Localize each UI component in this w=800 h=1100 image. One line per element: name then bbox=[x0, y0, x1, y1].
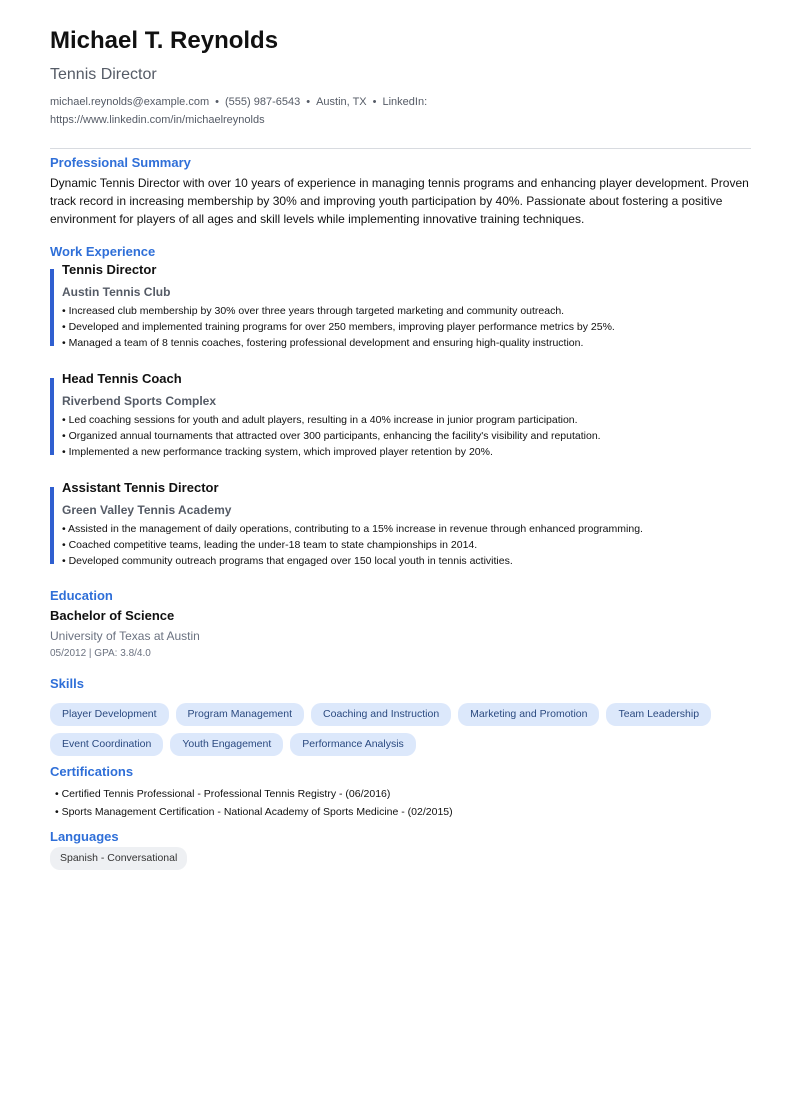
job-bullets bbox=[62, 412, 760, 460]
job-entry bbox=[50, 262, 760, 351]
job-bullet: • Assisted in the management of daily operations, contributing to a 15% increase in revenue through enhanced programming. bbox=[62, 523, 643, 535]
contact-line bbox=[50, 93, 430, 129]
job-bullet: • Developed community outreach programs that engaged over 150 local youth in tennis activities. bbox=[62, 555, 513, 567]
header-divider bbox=[50, 148, 751, 149]
job-bullet: • Led coaching sessions for youth and adult players, resulting in a 40% increase in junior program participation. bbox=[62, 414, 578, 426]
certification-item: • Sports Management Certification - National Academy of Sports Medicine - (02/2015) bbox=[55, 806, 453, 818]
school-name: University of Texas at Austin bbox=[50, 629, 200, 643]
job-bullet: • Increased club membership by 30% over three years through targeted marketing and community outreach. bbox=[62, 305, 565, 317]
summary-heading: Professional Summary bbox=[50, 155, 191, 170]
contact-separator: • bbox=[215, 96, 219, 108]
job-entry bbox=[50, 371, 760, 460]
summary-section bbox=[50, 155, 760, 228]
contact-separator: • bbox=[306, 96, 311, 108]
candidate-title: Tennis Director bbox=[50, 66, 157, 83]
skill-chip: Youth Engagement bbox=[170, 733, 283, 756]
skills-section bbox=[50, 676, 760, 763]
job-bullets bbox=[62, 303, 760, 351]
summary-text: Dynamic Tennis Director with over 10 years of experience in managing tennis programs and enhancing player development. Proven track record in increasing membership by 30% and improving youth participation by 40%. Passionate about fostering a positive environment for players of all ages and skill levels while implementing innovative training techniques. bbox=[50, 176, 749, 226]
degree-name: Bachelor of Science bbox=[50, 608, 175, 623]
certifications-section bbox=[50, 764, 760, 821]
skills-list bbox=[50, 703, 750, 763]
languages-section bbox=[50, 829, 760, 870]
job-accent-bar bbox=[50, 487, 54, 564]
resume-page bbox=[50, 26, 760, 870]
resume-header bbox=[50, 26, 760, 149]
job-bullet: • Developed and implemented training programs for over 250 members, improving player performance metrics by 25%. bbox=[62, 321, 615, 333]
skill-chip: Player Development bbox=[50, 703, 169, 726]
candidate-name: Michael T. Reynolds bbox=[50, 27, 279, 54]
skill-chip: Marketing and Promotion bbox=[458, 703, 599, 726]
job-bullet: • Coached competitive teams, leading the under-18 team to state championships in 2014. bbox=[62, 539, 478, 551]
skill-chip: Performance Analysis bbox=[290, 733, 416, 756]
experience-section bbox=[50, 244, 760, 569]
certification-item: • Certified Tennis Professional - Professional Tennis Registry - (06/2016) bbox=[55, 788, 391, 800]
language-chip: Spanish - Conversational bbox=[50, 847, 187, 870]
job-bullet: • Implemented a new performance tracking system, which improved player retention by 20%. bbox=[62, 446, 493, 458]
skill-chip: Event Coordination bbox=[50, 733, 163, 756]
experience-heading: Work Experience bbox=[50, 244, 156, 259]
education-meta: 05/2012 | GPA: 3.8/4.0 bbox=[50, 648, 151, 659]
job-bullet: • Organized annual tournaments that attracted over 300 participants, enhancing the facility's visibility and reputation. bbox=[62, 430, 601, 442]
job-company: Austin Tennis Club bbox=[62, 285, 171, 299]
linkedin-label: LinkedIn: bbox=[382, 96, 428, 108]
job-company: Green Valley Tennis Academy bbox=[62, 503, 232, 517]
job-bullets bbox=[62, 521, 760, 569]
skill-chip: Coaching and Instruction bbox=[311, 703, 451, 726]
skill-chip: Team Leadership bbox=[606, 703, 711, 726]
job-bullet: • Managed a team of 8 tennis coaches, fostering professional development and ensuring high-quality instruction. bbox=[62, 337, 584, 349]
linkedin-link[interactable]: https://www.linkedin.com/in/michaelreynolds bbox=[50, 114, 265, 126]
phone-text: (555) 987-6543 bbox=[224, 96, 301, 108]
certifications-list bbox=[50, 785, 760, 821]
job-title: Head Tennis Coach bbox=[62, 371, 182, 386]
email-link[interactable]: michael.reynolds@example.com bbox=[50, 96, 210, 108]
languages-heading: Languages bbox=[50, 829, 119, 844]
contact-separator: • bbox=[372, 96, 377, 108]
skill-chip: Program Management bbox=[176, 703, 304, 726]
job-title: Tennis Director bbox=[62, 262, 157, 277]
job-accent-bar bbox=[50, 378, 54, 455]
education-heading: Education bbox=[50, 588, 113, 603]
job-title: Assistant Tennis Director bbox=[62, 480, 219, 495]
certifications-heading: Certifications bbox=[50, 764, 134, 779]
skills-heading: Skills bbox=[50, 676, 84, 691]
education-section bbox=[50, 588, 760, 661]
job-accent-bar bbox=[50, 269, 54, 346]
job-entry bbox=[50, 480, 760, 569]
job-company: Riverbend Sports Complex bbox=[62, 394, 217, 408]
location-text: Austin, TX bbox=[316, 96, 367, 108]
languages-list bbox=[50, 847, 760, 870]
